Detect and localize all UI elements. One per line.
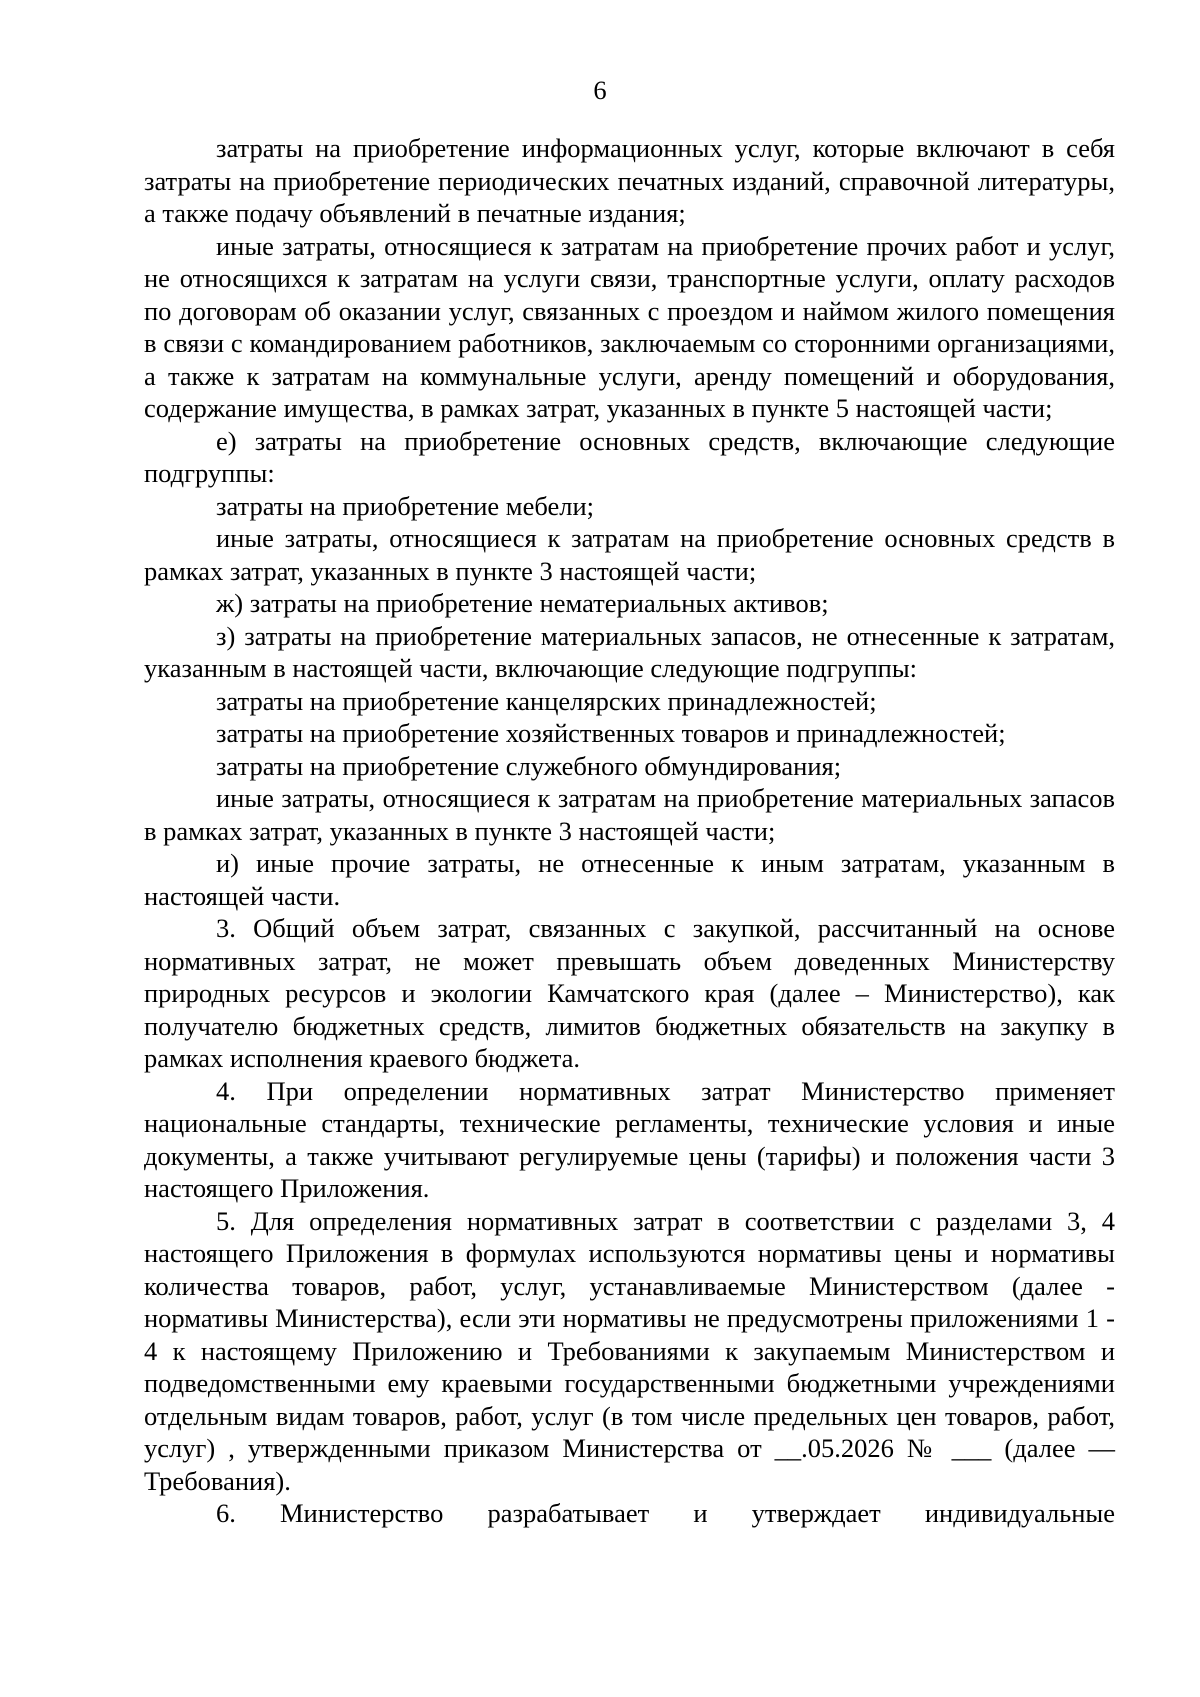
paragraph-item-z-material-stocks: з) затраты на приобретение материальных запасов, не отнесенные к затратам, указанным в настоящей части, включающие следующие подгруппы: xyxy=(144,620,1115,683)
paragraph-other-services: иные затраты, относящиеся к затратам на приобретение прочих работ и услуг, не относящихся к затратам на услуги связи, транспортные услуги, оплату расходов по договорам об оказании услуг, связанных с проездом и наймом жилого помещения в связи с командированием работников, заключаемым со сторонними организациями, а также к затратам на коммунальные услуги, аренду помещений и оборудования, содержание имущества, в рамках затрат, указанных в пункте 5 настоящей части; xyxy=(144,230,1115,423)
paragraph-section-5: 5. Для определения нормативных затрат в соответствии с разделами 3, 4 настоящего Приложения в формулах используются нормативы цены и нормативы количества товаров, работ, услуг, устанавливаемые Министерством (далее - нормативы Министерства), если эти нормативы не предусмотрены приложениями 1 - 4 к настоящему Приложению и Требованиями к закупаемым Министерством и подведомственными ему краевыми государственными бюджетными учреждениями отдельным видам товаров, работ, услуг (в том числе предельных цен товаров, работ, услуг) , утвержденными приказом Министерства от __.05.2026 № ___ (далее — Требования). xyxy=(144,1205,1115,1496)
paragraph-other-fixed-assets: иные затраты, относящиеся к затратам на приобретение основных средств в рамках затрат, указанных в пункте 3 настоящей части; xyxy=(144,523,1115,586)
paragraph-section-3: 3. Общий объем затрат, связанных с закупкой, рассчитанный на основе нормативных затрат, не может превышать объем доведенных Министерству природных ресурсов и экологии Камчатского края (далее – Министерство), как получателю бюджетных средств, лимитов бюджетных обязательств на закупку в рамках исполнения краевого бюджета. xyxy=(144,913,1115,1073)
paragraph-stationery: затраты на приобретение канцелярских принадлежностей; xyxy=(216,685,877,716)
paragraph-item-e-fixed-assets: е) затраты на приобретение основных средств, включающие следующие подгруппы: xyxy=(144,425,1115,488)
paragraph-other-material-stocks: иные затраты, относящиеся к затратам на приобретение материальных запасов в рамках затрат, указанных в пункте 3 настоящей части; xyxy=(144,783,1115,846)
paragraph-item-zh-intangible-assets: ж) затраты на приобретение нематериальных активов; xyxy=(216,588,829,618)
paragraph-furniture: затраты на приобретение мебели; xyxy=(216,490,595,521)
paragraph-section-6: 6. Министерство разрабатывает и утверждает индивидуальные xyxy=(216,1498,1115,1528)
paragraph-information-services: затраты на приобретение информационных услуг, которые включают в себя затраты на приобретение периодических печатных изданий, справочной литературы, а также подачу объявлений в печатные издания; xyxy=(144,133,1115,228)
paragraph-uniforms: затраты на приобретение служебного обмундирования; xyxy=(216,750,842,781)
paragraph-item-i-other-costs: и) иные прочие затраты, не отнесенные к иным затратам, указанным в настоящей части. xyxy=(144,848,1115,911)
paragraph-section-4: 4. При определении нормативных затрат Министерство применяет национальные стандарты, технические регламенты, технические условия и иные документы, а также учитывают регулируемые цены (тарифы) и положения части 3 настоящего Приложения. xyxy=(144,1075,1115,1203)
paragraph-household-goods: затраты на приобретение хозяйственных товаров и принадлежностей; xyxy=(216,718,1006,748)
document-body xyxy=(144,132,1115,1530)
page-number: 6 xyxy=(593,75,607,105)
